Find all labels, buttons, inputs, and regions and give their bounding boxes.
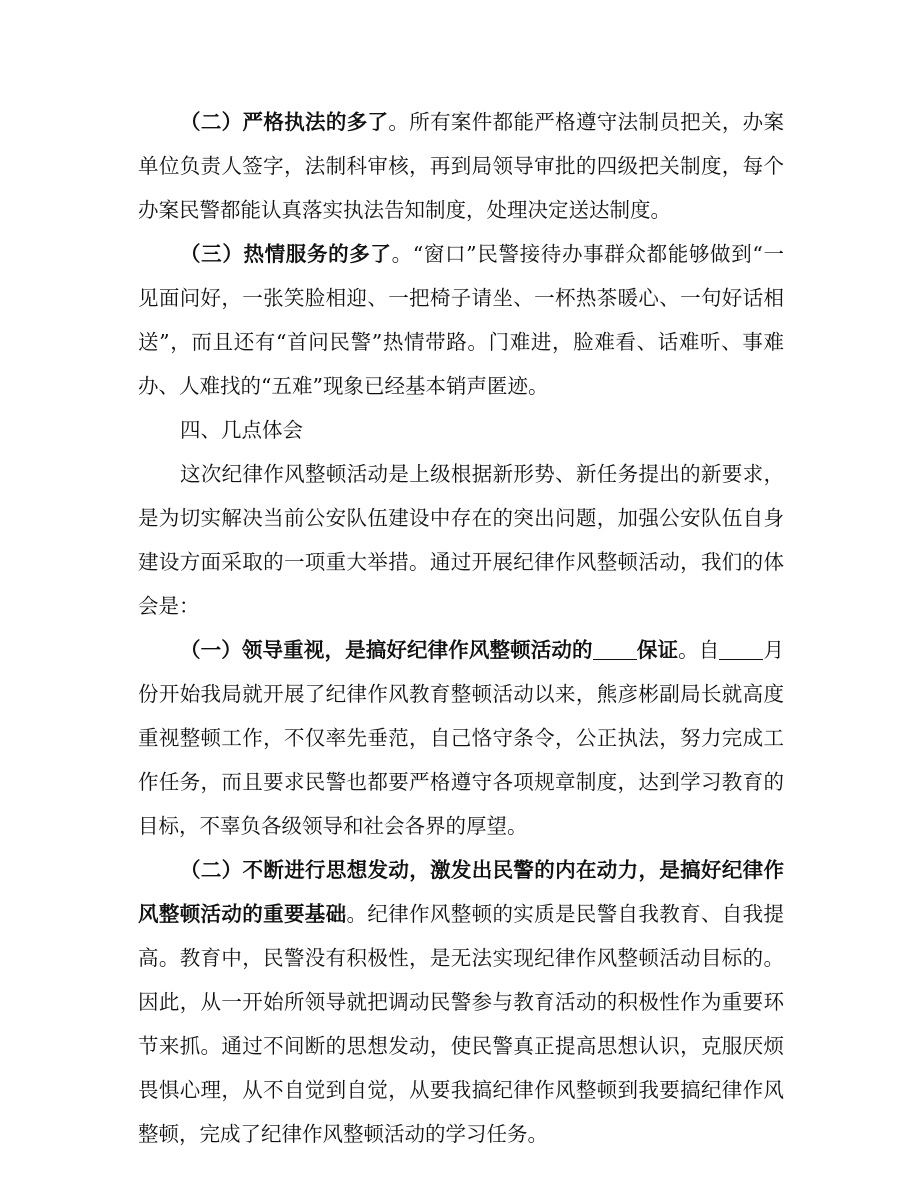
paragraph-body-start: 。自	[678, 638, 720, 662]
paragraph-body: 。纪律作风整顿的实质是民警自我教育、自我提高。教育中，民警没有积极性，是无法实现纪律作风整顿活动目标的。因此，从一开始所领导就把调动民警参与教育活动的积极性作为重要环节来抓。通过不间断的思想发动，使民警真正提高思想认识，克服厌烦畏惧心理，从不自觉到自觉，从要我搞纪律作风整顿到我要搞纪律作风整顿，完成了纪律作风整顿活动的学习任务。	[138, 902, 784, 1146]
paragraph-lead: （二）严格执法的多了	[180, 110, 389, 134]
paragraph-body: 这次纪律作风整顿活动是上级根据新形势、新任务提出的新要求，是为切实解决当前公安队伍建设中存在的突出问题，加强公安队伍自身建设方面采取的一项重大举措。通过开展纪律作风整顿活动，我们的体会是：	[138, 462, 784, 618]
paragraph-body: 。所有案件都能严格遵守法制员把关，办案单位负责人签字，法制科审核，再到局领导审批的四级把关制度，每个办案民警都能认真落实执法告知制度，处理决定送达制度。	[138, 110, 785, 222]
paragraph-mobilization	[138, 848, 784, 1156]
paragraph-lead: （二）不断进行思想发动，激发出民警的内在动力，是搞好纪律作风整顿活动的重要基础	[138, 858, 784, 926]
paragraph-lead-end: 保证	[636, 638, 679, 662]
paragraph-leadership	[138, 628, 784, 848]
section-heading: 四、几点体会	[180, 418, 303, 442]
paragraph-body: 。“窗口”民警接待办事群众都能够做到“一见面问好，一张笑脸相迎、一把椅子请坐、一杯热茶暖心、一句好话相送”，而且还有“首问民警”热情带路。门难进，脸难看、话难听、事难办、人难找的“五难”现象已经基本销声匿迹。	[138, 242, 784, 398]
paragraph-warm-service	[138, 232, 784, 408]
paragraph-strict-enforcement	[138, 100, 784, 232]
paragraph-intro-experience	[138, 452, 784, 628]
paragraph-body: 月份开始我局就开展了纪律作风教育整顿活动以来，熊彦彬副局长就高度重视整顿工作，不仅率先垂范，自己恪守条令，公正执法，努力完成工作任务，而且要求民警也都要严格遵守各项规章制度，达到学习教育的目标，不辜负各级领导和社会各界的厚望。	[138, 638, 785, 838]
fill-in-blank	[719, 639, 763, 660]
paragraph-lead: （三）热情服务的多了	[180, 242, 392, 266]
fill-in-blank	[593, 639, 637, 660]
document-page	[138, 100, 784, 1156]
paragraph-lead: （一）领导重视，是搞好纪律作风整顿活动的	[180, 638, 593, 662]
